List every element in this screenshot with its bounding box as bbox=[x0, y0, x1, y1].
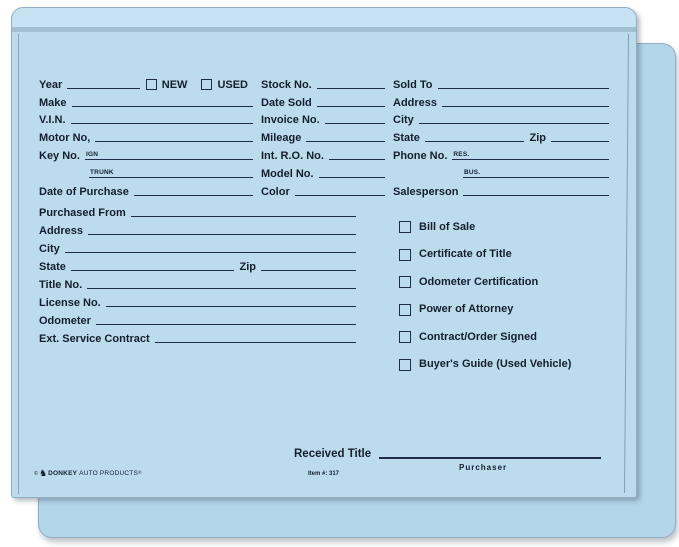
buyers-guide-checkbox bbox=[399, 359, 411, 371]
license-no-line bbox=[106, 297, 356, 307]
power-of-attorney-checkbox bbox=[399, 304, 411, 316]
seller-info-grid bbox=[39, 201, 356, 345]
sold-to-line bbox=[438, 79, 609, 89]
seller-state-line bbox=[71, 261, 234, 271]
invoice-no-label: Invoice No. bbox=[261, 114, 320, 127]
envelope-front-sheet bbox=[11, 7, 637, 498]
checklist-item-contract-order-signed bbox=[399, 331, 571, 343]
buyer-state-label: State bbox=[393, 132, 420, 145]
form-row-purchased-from bbox=[39, 201, 356, 219]
make-label: Make bbox=[39, 96, 67, 109]
checklist-item-odometer-certification bbox=[399, 276, 571, 288]
color-line bbox=[295, 186, 385, 196]
make-line bbox=[72, 97, 253, 107]
odometer-line bbox=[96, 315, 356, 325]
purchaser-label: Purchaser bbox=[459, 463, 508, 472]
form-row-ext-service bbox=[39, 327, 356, 345]
brand-name: DONKEY bbox=[48, 469, 78, 477]
date-of-purchase-line bbox=[134, 186, 253, 196]
form-row-motor bbox=[39, 126, 609, 144]
salesperson-label: Salesperson bbox=[393, 185, 459, 198]
copyright-symbol: © bbox=[34, 470, 39, 477]
brand-mark bbox=[34, 469, 141, 477]
date-sold-line bbox=[317, 97, 385, 107]
contract-order-signed-label: Contract/Order Signed bbox=[419, 330, 537, 343]
year-label: Year bbox=[39, 78, 63, 91]
seller-zip-line bbox=[261, 261, 356, 271]
vin-line bbox=[71, 114, 254, 124]
int-ro-no-line bbox=[329, 150, 385, 160]
phone-bus-line bbox=[463, 168, 609, 178]
odometer-certification-checkbox bbox=[399, 276, 411, 288]
ext-service-contract-line bbox=[155, 333, 356, 343]
trunk-sublabel: TRUNK bbox=[90, 168, 114, 176]
year-line bbox=[67, 79, 140, 89]
form-row-key bbox=[39, 144, 609, 162]
brand-name-rest: AUTO PRODUCTS bbox=[79, 469, 138, 477]
buyer-address-label: Address bbox=[393, 96, 438, 109]
checklist-item-buyers-guide bbox=[399, 359, 571, 371]
phone-res-line bbox=[452, 150, 609, 160]
form-row-purchase-date bbox=[39, 180, 609, 198]
buyer-city-label: City bbox=[393, 114, 414, 127]
key-ign-line bbox=[85, 150, 253, 160]
buyer-zip-label: Zip bbox=[529, 132, 546, 145]
certificate-of-title-checkbox bbox=[399, 249, 411, 261]
stock-no-line bbox=[317, 79, 385, 89]
received-title-section bbox=[294, 444, 601, 472]
seller-zip-label: Zip bbox=[239, 261, 256, 273]
stock-no-label: Stock No. bbox=[261, 78, 312, 91]
form-row-make bbox=[39, 91, 609, 109]
date-of-purchase-label: Date of Purchase bbox=[39, 185, 129, 198]
title-no-label: Title No. bbox=[39, 279, 83, 291]
key-trunk-line bbox=[89, 168, 253, 178]
model-no-label: Model No. bbox=[261, 167, 314, 180]
phone-no-label: Phone No. bbox=[393, 149, 448, 162]
flap-seam-line bbox=[12, 27, 636, 32]
odometer-certification-label: Odometer Certification bbox=[419, 275, 539, 288]
color-label: Color bbox=[261, 185, 290, 198]
used-label: USED bbox=[217, 78, 248, 91]
form-row-trunk bbox=[39, 162, 609, 180]
new-label: NEW bbox=[161, 78, 188, 91]
document-checklist bbox=[399, 221, 571, 386]
bill-of-sale-checkbox bbox=[399, 221, 411, 233]
registered-symbol: ® bbox=[137, 469, 142, 475]
seller-state-label: State bbox=[39, 261, 66, 273]
license-no-label: License No. bbox=[39, 297, 101, 309]
certificate-of-title-label: Certificate of Title bbox=[419, 248, 512, 260]
seller-city-line bbox=[65, 243, 356, 253]
odometer-label: Odometer bbox=[39, 315, 91, 327]
form-row-vin bbox=[39, 109, 609, 127]
ign-sublabel: IGN bbox=[85, 150, 99, 158]
left-fold-line bbox=[18, 34, 19, 494]
right-fold-line bbox=[624, 34, 629, 493]
donkey-logo-icon: ♞ bbox=[39, 468, 48, 478]
vin-label: V.I.N. bbox=[39, 114, 66, 127]
salesperson-line bbox=[463, 186, 609, 196]
title-no-line bbox=[87, 279, 356, 289]
buyer-city-line bbox=[419, 114, 609, 124]
form-row-license-no bbox=[39, 291, 356, 309]
form-row-title-no bbox=[39, 273, 356, 291]
checklist-item-bill-of-sale bbox=[399, 221, 571, 233]
date-sold-label: Date Sold bbox=[261, 96, 312, 109]
received-title-signature-line bbox=[379, 449, 601, 459]
seller-address-label: Address bbox=[39, 225, 84, 237]
mileage-label: Mileage bbox=[261, 132, 302, 145]
buyers-guide-label: Buyer's Guide (Used Vehicle) bbox=[419, 358, 572, 370]
int-ro-no-label: Int. R.O. No. bbox=[261, 149, 324, 162]
form-row-seller-state bbox=[39, 255, 356, 273]
checklist-item-power-of-attorney bbox=[399, 304, 571, 316]
checklist-item-certificate-of-title bbox=[399, 249, 571, 261]
bill-of-sale-label: Bill of Sale bbox=[419, 220, 476, 233]
form-row-year bbox=[39, 73, 609, 91]
buyer-address-line bbox=[442, 97, 609, 107]
item-number: Item #: 317 bbox=[308, 471, 340, 477]
seller-city-label: City bbox=[39, 243, 60, 255]
power-of-attorney-label: Power of Attorney bbox=[419, 303, 514, 315]
contract-order-signed-checkbox bbox=[399, 331, 411, 343]
received-title-label: Received Title bbox=[294, 447, 372, 460]
res-sublabel: RES. bbox=[453, 150, 470, 158]
motor-no-label: Motor No, bbox=[39, 132, 91, 145]
form-row-seller-city bbox=[39, 237, 356, 255]
buyer-state-line bbox=[425, 132, 524, 142]
model-no-line bbox=[319, 168, 385, 178]
invoice-no-line bbox=[325, 114, 385, 124]
new-checkbox bbox=[146, 79, 157, 90]
motor-no-line bbox=[95, 132, 253, 142]
key-no-label: Key No. bbox=[39, 149, 80, 162]
purchased-from-line bbox=[131, 207, 356, 217]
bus-sublabel: BUS. bbox=[464, 168, 481, 176]
purchased-from-label: Purchased From bbox=[39, 207, 126, 219]
envelope-flap bbox=[12, 8, 636, 27]
buyer-zip-line bbox=[551, 132, 609, 142]
used-checkbox bbox=[201, 79, 212, 90]
vehicle-info-grid bbox=[39, 73, 609, 198]
sold-to-label: Sold To bbox=[393, 78, 433, 91]
ext-service-contract-label: Ext. Service Contract bbox=[39, 333, 150, 345]
form-row-seller-address bbox=[39, 219, 356, 237]
seller-address-line bbox=[88, 225, 356, 235]
mileage-line bbox=[306, 132, 385, 142]
form-row-odometer bbox=[39, 309, 356, 327]
